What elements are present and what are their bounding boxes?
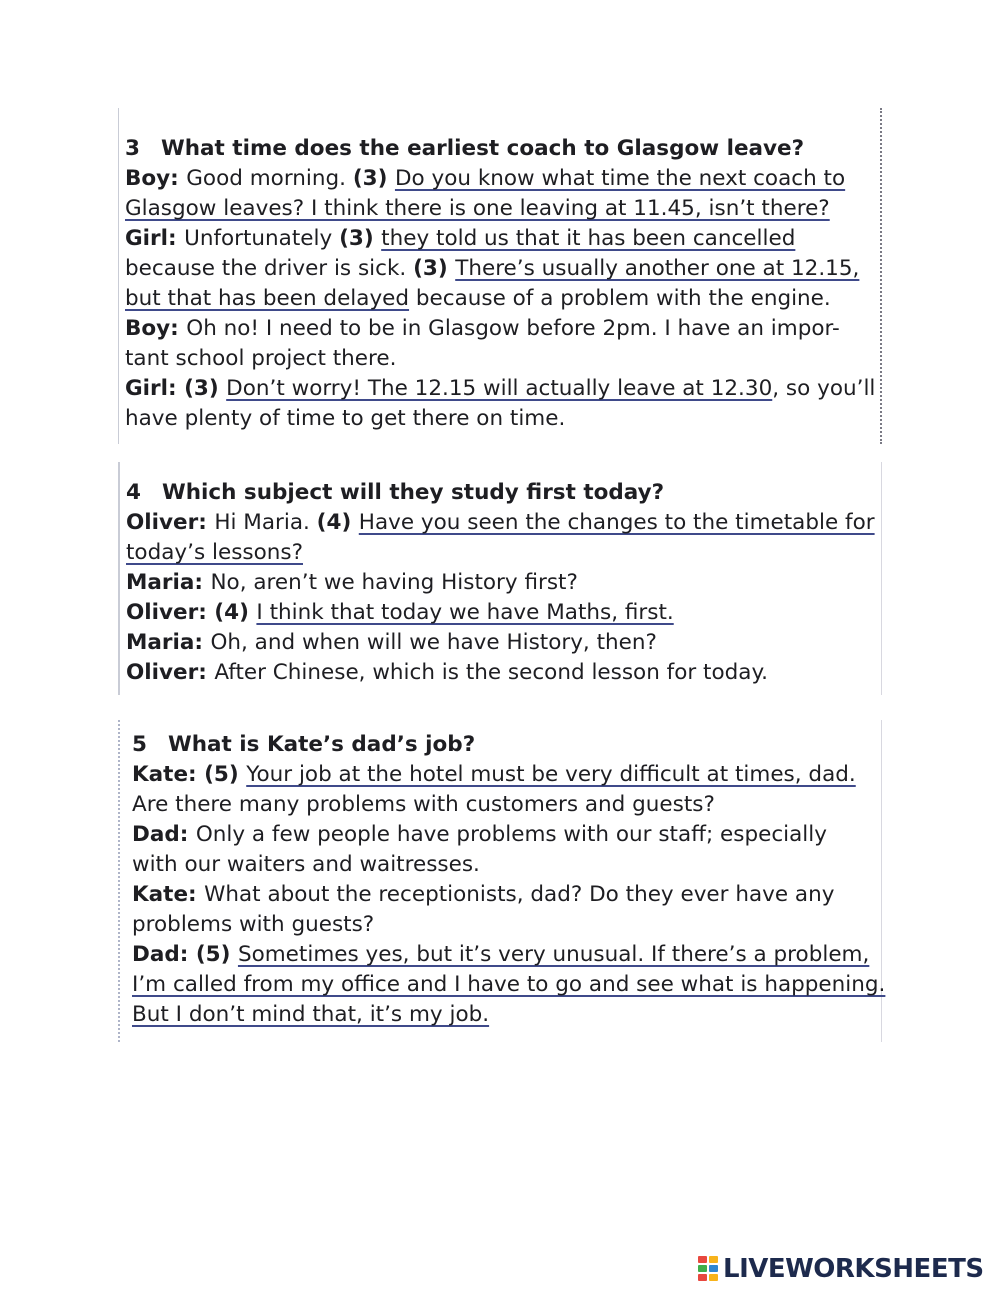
underlined-answer: There’s usually another one at 12.15, bbox=[455, 256, 860, 281]
dialogue-text: , so you’ll bbox=[772, 376, 876, 401]
dialogue-line bbox=[125, 314, 840, 344]
dialogue-text: Unfortunately bbox=[184, 226, 340, 251]
dialogue-line bbox=[132, 1000, 489, 1030]
section-question-4 bbox=[118, 462, 882, 695]
dialogue-line bbox=[125, 164, 845, 194]
underlined-answer: Sometimes yes, but it’s very unusual. If there’s a problem, bbox=[237, 942, 870, 967]
dialogue-text: Are there many problems with customers and guests? bbox=[132, 792, 715, 817]
dialogue-line bbox=[132, 760, 856, 790]
speaker-label: Oliver: bbox=[126, 660, 215, 685]
dialogue-line bbox=[125, 404, 565, 434]
dialogue-text: What about the receptionists, dad? Do they ever have any bbox=[204, 882, 835, 907]
dialogue-text: tant school project there. bbox=[125, 346, 397, 371]
question-text: Which subject will they study first today? bbox=[162, 480, 665, 505]
question-number: 4 bbox=[126, 480, 141, 505]
underlined-answer: today’s lessons? bbox=[126, 540, 303, 565]
underlined-answer: Your job at the hotel must be very difficult at times, dad. bbox=[246, 762, 856, 787]
speaker-label: Dad: (5) bbox=[132, 942, 238, 967]
speaker-label: Dad: bbox=[132, 822, 196, 847]
speaker-label: Girl: (3) bbox=[125, 376, 227, 401]
dialogue-text: Hi Maria. bbox=[214, 510, 317, 535]
dialogue-text: have plenty of time to get there on time. bbox=[125, 406, 566, 431]
dialogue-line bbox=[125, 254, 859, 284]
question-heading bbox=[132, 730, 475, 760]
dialogue-line bbox=[126, 508, 875, 538]
dialogue-text: problems with guests? bbox=[132, 912, 375, 937]
dialogue-line bbox=[125, 374, 875, 404]
dialogue-line bbox=[132, 820, 827, 850]
speaker-label: Boy: bbox=[125, 166, 187, 191]
speaker-label: Oliver: (4) bbox=[126, 600, 257, 625]
dialogue-line bbox=[132, 880, 834, 910]
dialogue-line bbox=[126, 598, 674, 628]
dialogue-line bbox=[125, 344, 396, 374]
question-text: What time does the earliest coach to Glasgow leave? bbox=[161, 136, 805, 161]
dialogue-text: Oh, and when will we have History, then? bbox=[210, 630, 657, 655]
dialogue-line bbox=[132, 790, 715, 820]
dialogue-line bbox=[126, 658, 768, 688]
speaker-label: Maria: bbox=[126, 570, 211, 595]
section-question-5 bbox=[118, 720, 886, 1042]
dialogue-text: Good morning. bbox=[186, 166, 353, 191]
liveworksheets-logo bbox=[698, 1254, 984, 1284]
underlined-answer: Have you seen the changes to the timetable for bbox=[358, 510, 875, 535]
speaker-label: (3) bbox=[413, 256, 456, 281]
dialogue-text: No, aren’t we having History first? bbox=[210, 570, 578, 595]
dialogue-line bbox=[132, 970, 885, 1000]
dialogue-line bbox=[132, 940, 869, 970]
dialogue-line bbox=[126, 538, 303, 568]
dialogue-text: with our waiters and waitresses. bbox=[132, 852, 480, 877]
underlined-answer: Do you know what time the next coach to bbox=[394, 166, 846, 191]
underlined-answer: I’m called from my office and I have to go and see what is happening. bbox=[132, 972, 886, 997]
speaker-label: Kate: bbox=[132, 882, 205, 907]
dialogue-line bbox=[125, 284, 831, 314]
dialogue-text: Oh no! I need to be in Glasgow before 2pm. I have an impor- bbox=[186, 316, 840, 341]
speaker-label: (3) bbox=[339, 226, 382, 251]
underlined-answer: I think that today we have Maths, first. bbox=[256, 600, 674, 625]
dialogue-line bbox=[132, 910, 374, 940]
speaker-label: (3) bbox=[352, 166, 395, 191]
dialogue-text: Only a few people have problems with our staff; especially bbox=[195, 822, 827, 847]
speaker-label: (4) bbox=[316, 510, 359, 535]
question-number: 3 bbox=[125, 136, 140, 161]
logo-icon bbox=[698, 1256, 720, 1282]
dialogue-text: because of a problem with the engine. bbox=[409, 286, 831, 311]
underlined-answer: they told us that it has been cancelled bbox=[381, 226, 796, 251]
logo-text: LIVEWORKSHEETS bbox=[723, 1254, 984, 1284]
section-question-3 bbox=[118, 108, 882, 444]
dialogue-line bbox=[126, 628, 657, 658]
question-number: 5 bbox=[132, 732, 147, 757]
underlined-answer: but that has been delayed bbox=[125, 286, 410, 311]
speaker-label: Girl: bbox=[125, 226, 185, 251]
dialogue-line bbox=[126, 568, 578, 598]
underlined-answer: Glasgow leaves? I think there is one leaving at 11.45, isn’t there? bbox=[125, 196, 830, 221]
question-text: What is Kate’s dad’s job? bbox=[168, 732, 476, 757]
question-heading bbox=[126, 478, 664, 508]
speaker-label: Boy: bbox=[125, 316, 187, 341]
dialogue-line bbox=[125, 194, 830, 224]
dialogue-text: because the driver is sick. bbox=[125, 256, 414, 281]
question-heading bbox=[125, 134, 804, 164]
dialogue-text: After Chinese, which is the second lesson for today. bbox=[214, 660, 768, 685]
underlined-answer: But I don’t mind that, it’s my job. bbox=[132, 1002, 490, 1027]
speaker-label: Maria: bbox=[126, 630, 211, 655]
underlined-answer: Don’t worry! The 12.15 will actually leave at 12.30 bbox=[226, 376, 773, 401]
speaker-label: Oliver: bbox=[126, 510, 215, 535]
speaker-label: Kate: (5) bbox=[132, 762, 247, 787]
dialogue-line bbox=[132, 850, 480, 880]
dialogue-line bbox=[125, 224, 795, 254]
